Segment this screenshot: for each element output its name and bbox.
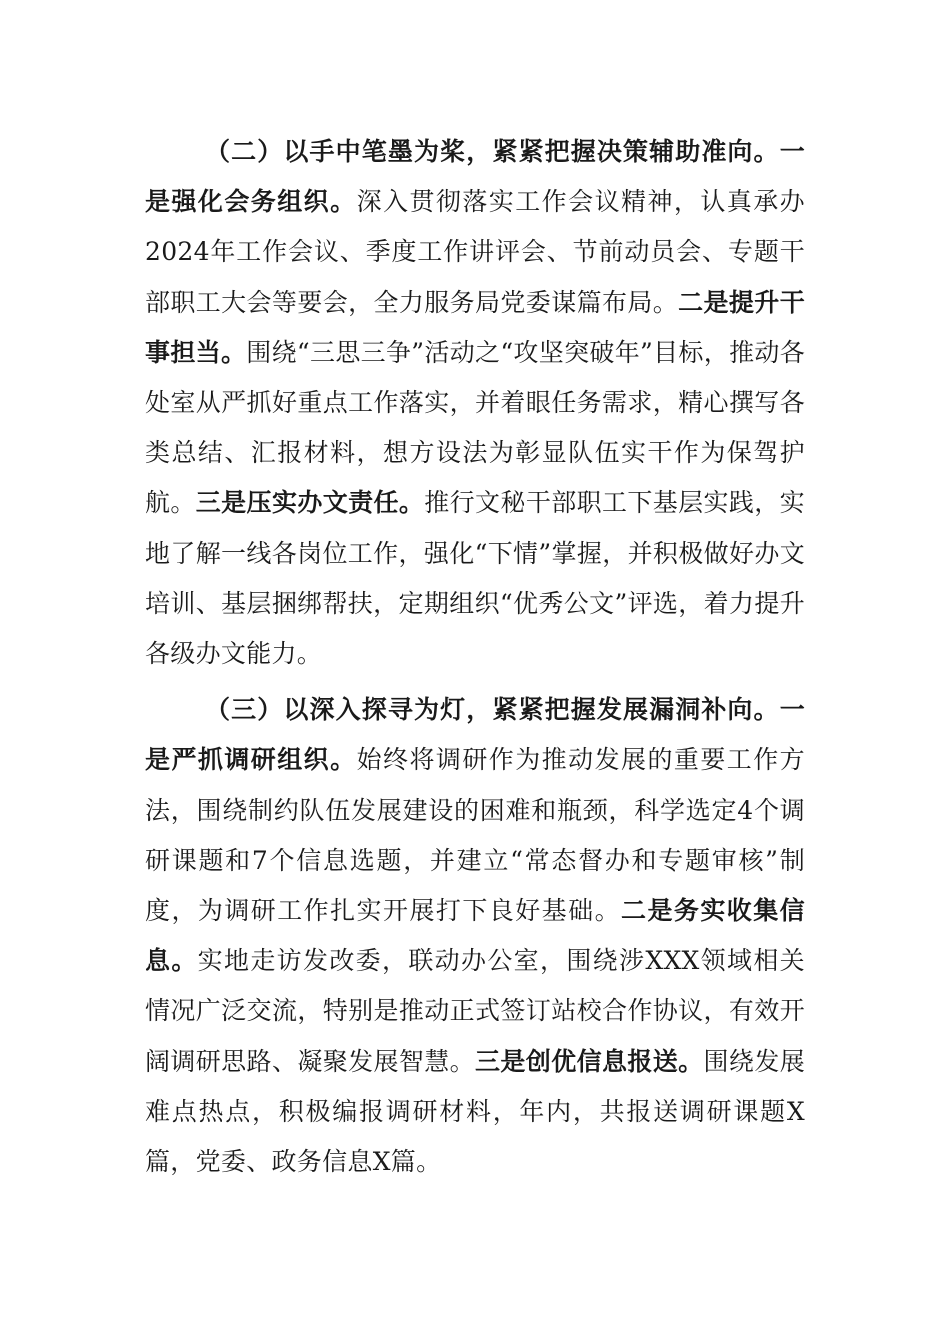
item-text: 深入贯彻落实工作会议精神，认真承办2024年工作会议、季度工作讲评会、节前动员会、专题干部职工大会等要会，全力服务局党委谋篇布局。: [145, 187, 805, 317]
item-text: 始终将调研作为推动发展的重要工作方法，围绕制约队伍发展建设的困难和瓶颈，科学选定4个调研课题和7个信息选题，并建立“常态督办和专题审核”制度，为调研工作扎实开展打下良好基础。: [145, 745, 805, 926]
section-heading: （二）以手中笔墨为桨，紧紧把握决策辅助准向。: [205, 137, 780, 166]
item-text: 实地走访发改委，联动办公室，围绕涉XXX领域相关情况广泛交流，特别是推动正式签订站校合作协议，有效开阔调研思路、凝聚发展智慧。: [145, 946, 805, 1076]
section-heading: （三）以深入探寻为灯，紧紧把握发展漏洞补向。: [205, 695, 780, 725]
item-label: 二是提升干事担当。: [145, 287, 805, 367]
document-body: [145, 127, 805, 1191]
item-label: 三是压实办文责任。: [195, 488, 425, 518]
item-text: 围绕发展难点热点，积极编报调研材料，年内，共报送调研课题X篇，党委、政务信息X篇。: [145, 1046, 806, 1177]
item-text: 围绕“三思三争”活动之“攻坚突破年”目标，推动各处室从严抓好重点工作落实，并着眼任务需求，精心撰写各类总结、汇报材料，想方设法为彰显队伍实干作为保驾护航。: [145, 337, 806, 518]
item-label: 一是严抓调研组织。: [145, 695, 805, 775]
paragraph-section-3: [145, 685, 805, 1187]
item-label: 一是强化会务组织。: [145, 137, 805, 217]
item-text: 推行文秘干部职工下基层实践，实地了解一线各岗位工作，强化“下情”掌握，并积极做好办文培训、基层捆绑帮扶，定期组织“优秀公文”评选，着力提升各级办文能力。: [145, 488, 805, 669]
item-label: 三是创优信息报送。: [475, 1046, 704, 1076]
item-label: 二是务实收集信息。: [145, 896, 805, 976]
paragraph-section-2: [145, 127, 805, 679]
